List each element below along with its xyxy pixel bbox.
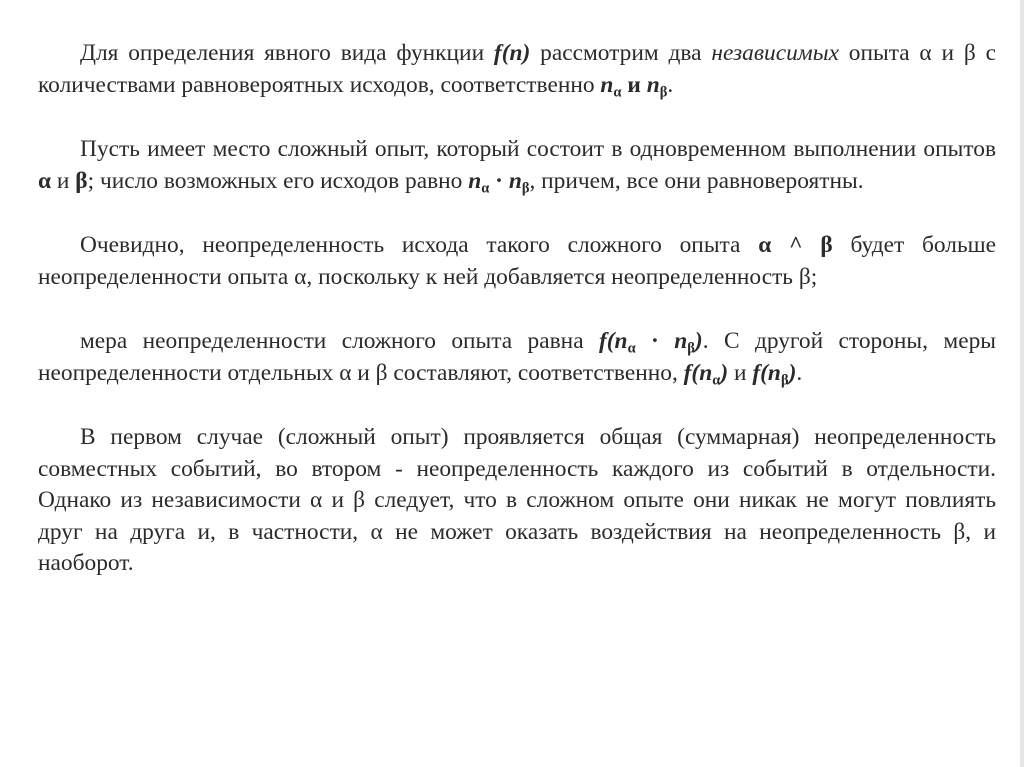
paragraph-5 [38,422,996,580]
text-run: мера неопределенности сложного опыта равна [80,328,599,354]
text-run: ) [720,359,729,386]
slide-edge [1020,0,1024,767]
text-run: . [796,359,803,386]
text-run: β [75,167,88,194]
subscript: α [627,340,636,357]
paragraph-3 [38,230,996,293]
text-run: ) [788,359,797,386]
text-run: и [621,71,647,98]
paragraph-4 [38,326,996,389]
text-run: ; число возможных его исходов равно [87,167,469,194]
text-run: . [667,71,674,98]
subscript: β [659,83,668,100]
text-run: , причем, все они равновероятны. [529,167,864,194]
subscript: α [712,371,721,388]
text-run: Для определения явного вида функции [80,40,494,66]
text-run: n [674,328,688,354]
text-run: независимых [711,40,839,66]
text-run: и [51,167,76,194]
text-run: f(n [752,359,781,386]
text-run: α ^ β [758,232,833,258]
text-run: f(n) [493,40,531,66]
text-run: · [489,167,509,194]
subscript: β [521,179,530,196]
text-run: . С другой стороны, меры неопределенности отдельных α и β составляют, соответственно, [38,328,996,386]
subscript: β [687,340,695,357]
text-run: α [38,167,52,194]
text-run: ) [694,328,703,354]
paragraph-1 [38,38,996,101]
paragraph-2 [38,134,996,197]
text-run: f(n [598,328,628,354]
text-run: и [728,359,753,386]
text-run: n [646,71,660,98]
text-run: рассмотрим два [530,40,712,66]
text-run: n [468,167,482,194]
subscript: α [481,179,490,196]
text-run: Пусть имеет место сложный опыт, который состоит в одновременном выполнении опытов [80,136,996,162]
text-run: f(n [683,359,713,386]
slide-body-text [38,38,996,580]
subscript: α [613,83,622,100]
text-run: n [508,167,522,194]
text-run: Очевидно, неопределенность исхода такого сложного опыта [80,232,759,258]
text-run: n [600,71,614,98]
text-run: опыта α и β с количествами равновероятных исходов, соответственно [38,40,996,98]
text-run: · [635,328,675,354]
subscript: β [780,371,789,388]
text-run: будет больше неопределенности опыта α, поскольку к ней добавляется неопределенность β; [38,232,997,290]
text-run: В первом случае (сложный опыт) проявляется общая (суммарная) неопределенность совместных событий, во втором - неопределенность каждого из событий в отдельности. Однако из независимости α и β следует, что в сложном опыте они никак не могут повлиять друг на друга и, в частности, α не может оказать воздействия на неопределенность β, и наоборот. [38,424,996,576]
